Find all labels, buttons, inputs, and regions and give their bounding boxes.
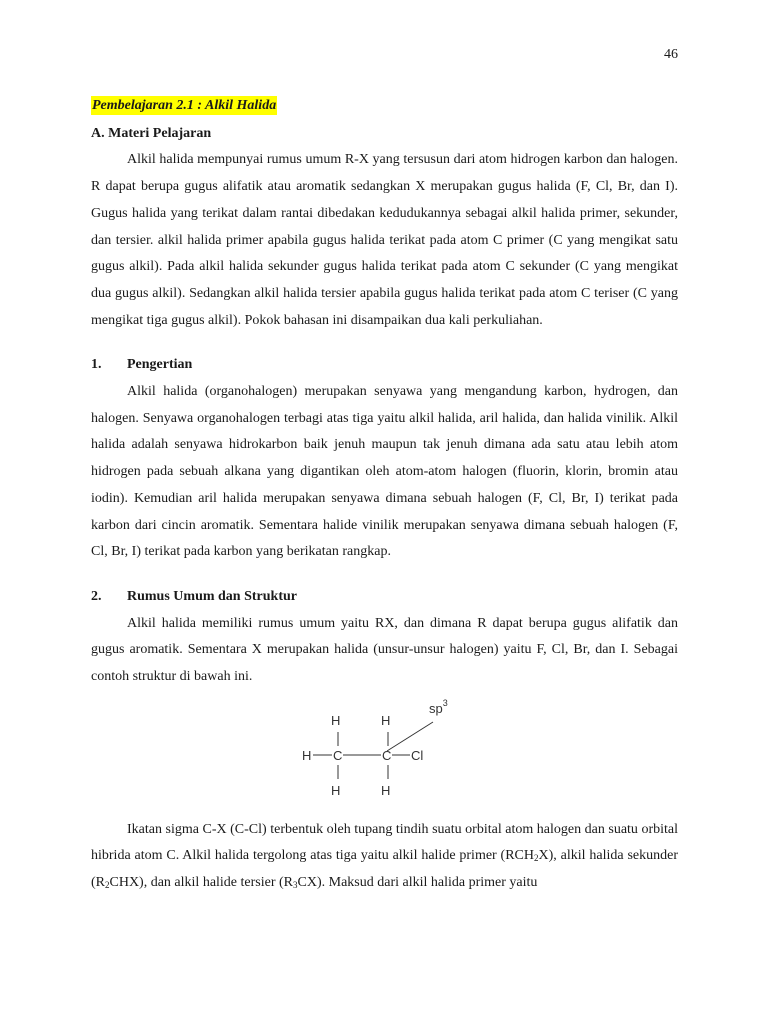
atom-c2: C [382, 747, 392, 763]
subscript-3: 3 [293, 880, 298, 891]
final-paragraph-text-4: CX). Maksud dari alkil halida primer yaitu [297, 875, 538, 891]
atom-h-left: H [302, 747, 312, 763]
section-2-heading [91, 584, 678, 611]
hybrid-label-sup: 3 [442, 697, 448, 708]
structure-diagram [91, 694, 678, 816]
atom-c1: C [333, 747, 343, 763]
section-2-paragraph: Alkil halida memiliki rumus umum yaitu RX, dan dimana R dapat berupa gugus alifatik dan gugus aromatik. Sementara X merupakan halida (unsur-unsur halogen) yaitu F, Cl, Br, dan I. Sebagai contoh struktur di bawah ini. [91, 615, 678, 685]
section-1-title: Pengertian [127, 357, 193, 373]
subscript-1: 2 [534, 853, 539, 864]
section-a-title: A. Materi Pelajaran [91, 125, 212, 141]
section-2-number: 2. [91, 588, 102, 604]
section-1-paragraph: Alkil halida (organohalogen) merupakan senyawa yang mengandung karbon, hydrogen, dan halogen. Senyawa organohalogen terbagi atas tiga yaitu alkil halida, aril halida, dan halida vinilik. Alkil halida adalah senyawa hidrokarbon baik jenuh maupun tak jenuh dimana ada satu atau lebih atom hidrogen pada sebuah alkana yang digantikan oleh atom-atom halogen (fluorin, klorin, bromin atau iodin). Kemudian aril halida merupakan senyawa dimana sebuah halogen (F, Cl, Br, I) terikat pada karbon dari cincin aromatik. Sementara halide vinilik merupakan senyawa dimana sebuah halogen (F, Cl, Br, I) terikat pada karbon yang berikatan rangkap. [91, 384, 678, 560]
atom-cl: Cl [411, 747, 424, 763]
hybrid-label-text: sp [429, 700, 443, 716]
final-paragraph-text-3: CHX), dan alkil halide tersier (R [109, 875, 294, 891]
lesson-title: Pembelajaran 2.1 : Alkil Halida [92, 98, 277, 113]
atom-h-top-left: H [331, 712, 341, 728]
hybrid-label [429, 698, 448, 716]
final-paragraph [91, 817, 678, 897]
final-paragraph-text-2: X), alkil halida sekunder (R [91, 848, 678, 891]
subscript-2: 2 [105, 880, 110, 891]
atom-h-bottom-left: H [331, 782, 341, 798]
sp3-pointer-line [387, 722, 433, 751]
chloroethane-structure [91, 694, 678, 816]
document-body [91, 93, 678, 897]
final-paragraph-text-1: Ikatan sigma C-X (C-Cl) terbentuk oleh tupang tindih suatu orbital atom halogen dan suatu orbital hibrida atom C. Alkil halida tergolong atas tiga yaitu alkil halide primer (RCH [91, 821, 678, 864]
atom-h-bottom-right: H [381, 782, 391, 798]
page-number: 46 [664, 47, 678, 62]
section-1-heading [91, 352, 678, 379]
atom-h-top-right: H [381, 712, 391, 728]
intro-paragraph: Alkil halida mempunyai rumus umum R-X yang tersusun dari atom hidrogen karbon dan halogen. R dapat berupa gugus alifatik atau aromatik sedangkan X merupakan gugus halida (F, Cl, Br, dan I). Gugus halida yang terikat dalam rantai dibedakan kedudukannya sebagai alkil halida primer, sekunder, dan tersier. alkil halida primer apabila gugus halida terikat pada atom C primer (C yang mengikat satu gugus alkil). Pada alkil halida sekunder gugus halida terikat pada atom C sekunder (C yang mengikat dua gugus alkil). Sedangkan alkil halida tersier apabila gugus halida terikat pada atom C teriser (C yang mengikat tiga gugus alkil). Pokok bahasan ini disampaikan dua kali perkuliahan. [91, 152, 678, 328]
section-2-title: Rumus Umum dan Struktur [127, 588, 297, 604]
section-1-number: 1. [91, 357, 102, 373]
